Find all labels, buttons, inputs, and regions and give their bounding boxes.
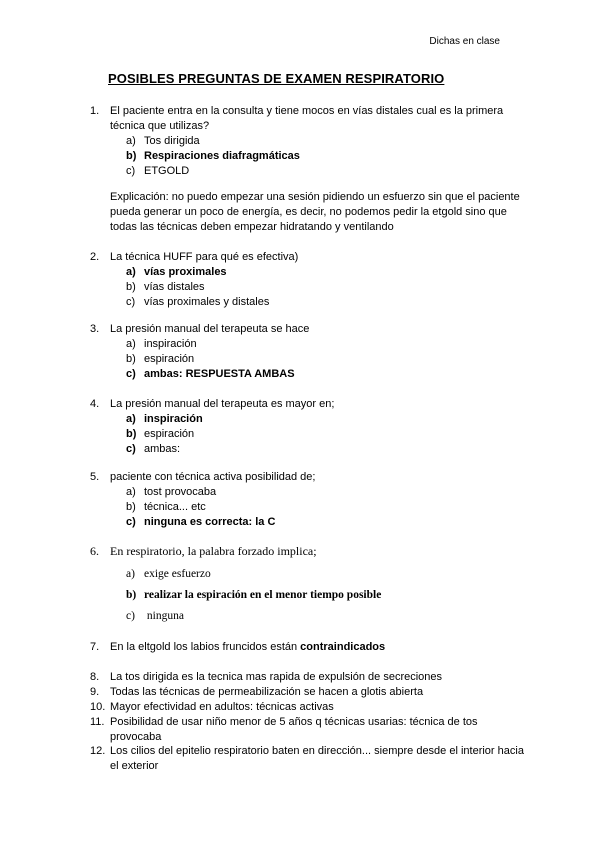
statement-11: 11. Posibilidad de usar niño menor de 5 años q técnicas usarias: técnica de tos provocaba (90, 716, 478, 743)
option-c-correct: c) ambas: RESPUESTA AMBAS (126, 368, 295, 380)
question-4-options (126, 412, 203, 457)
page-title: POSIBLES PREGUNTAS DE EXAMEN RESPIRATORIO (108, 71, 445, 86)
option-a: a) inspiración (126, 338, 197, 350)
question-6 (90, 544, 530, 559)
question-number: 4. (90, 398, 100, 410)
option-b: b) espiración (126, 428, 195, 440)
question-text: El paciente entra en la consulta y tiene mocos en vías distales cual es la primera técnica que utilizas? (110, 105, 504, 132)
question-2-options (126, 265, 269, 310)
question-4 (90, 397, 530, 412)
question-number: 7. (90, 641, 100, 653)
question-text: La presión manual del terapeuta se hace (110, 323, 310, 335)
option-b: b) técnica... etc (126, 501, 206, 513)
question-1-options (126, 134, 300, 179)
statement-8: 8. La tos dirigida es la tecnica mas rapida de expulsión de secreciones (90, 671, 443, 683)
question-3-options (126, 337, 295, 382)
question-number: 2. (90, 251, 100, 263)
option-c: c) ninguna (126, 610, 184, 622)
statement-9: 9. Todas las técnicas de permeabilización se hacen a glotis abierta (90, 686, 424, 698)
question-text: paciente con técnica activa posibilidad de; (110, 471, 316, 483)
option-c: c) ambas: (126, 443, 181, 455)
question-text: En respiratorio, la palabra forzado implica; (110, 544, 317, 558)
statement-10: 10. Mayor efectividad en adultos: técnicas activas (90, 701, 334, 713)
option-b-correct: b) Respiraciones diafragmáticas (126, 150, 300, 162)
question-7 (90, 640, 530, 655)
option-a-correct: a) vías proximales (126, 266, 227, 278)
header-note: Dichas en clase (429, 36, 500, 47)
option-c-correct: c) ninguna es correcta: la C (126, 516, 276, 528)
option-b: b) espiración (126, 353, 195, 365)
option-a: a) Tos dirigida (126, 135, 200, 147)
emphasis-text: contraindicados (300, 641, 386, 653)
question-1 (90, 104, 530, 134)
option-b-correct: b) realizar la espiración en el menor tiempo posible (126, 589, 382, 601)
question-text: La presión manual del terapeuta es mayor en; (110, 398, 335, 410)
question-2 (90, 250, 530, 265)
question-number: 1. (90, 105, 100, 117)
option-a-correct: a) inspiración (126, 413, 203, 425)
question-text: La técnica HUFF para qué es efectiva) (110, 251, 299, 263)
question-5 (90, 470, 530, 485)
option-a: a) exige esfuerzo (126, 568, 211, 580)
option-c: c) ETGOLD (126, 165, 190, 177)
option-c: c) vías proximales y distales (126, 296, 270, 308)
question-6-options (126, 564, 381, 627)
question-1-explanation: Explicación: no puedo empezar una sesión pidiendo un esfuerzo sin que el paciente pueda generar un poco de energía, es decir, no podemos pedir la etgold sino que todas las técnicas deben empezar hidratando y ventilando (110, 191, 520, 233)
question-number: 3. (90, 323, 100, 335)
option-a: a) tost provocaba (126, 486, 217, 498)
question-3 (90, 322, 530, 337)
question-text: En la eltgold los labios fruncidos están contraindicados (110, 641, 386, 653)
question-5-options (126, 485, 275, 530)
question-number: 6. (90, 544, 99, 558)
statement-12: 12. Los cilios del epitelio respiratorio baten en dirección... siempre desde el interior hacia el exterior (90, 745, 524, 772)
option-b: b) vías distales (126, 281, 205, 293)
question-number: 5. (90, 471, 100, 483)
